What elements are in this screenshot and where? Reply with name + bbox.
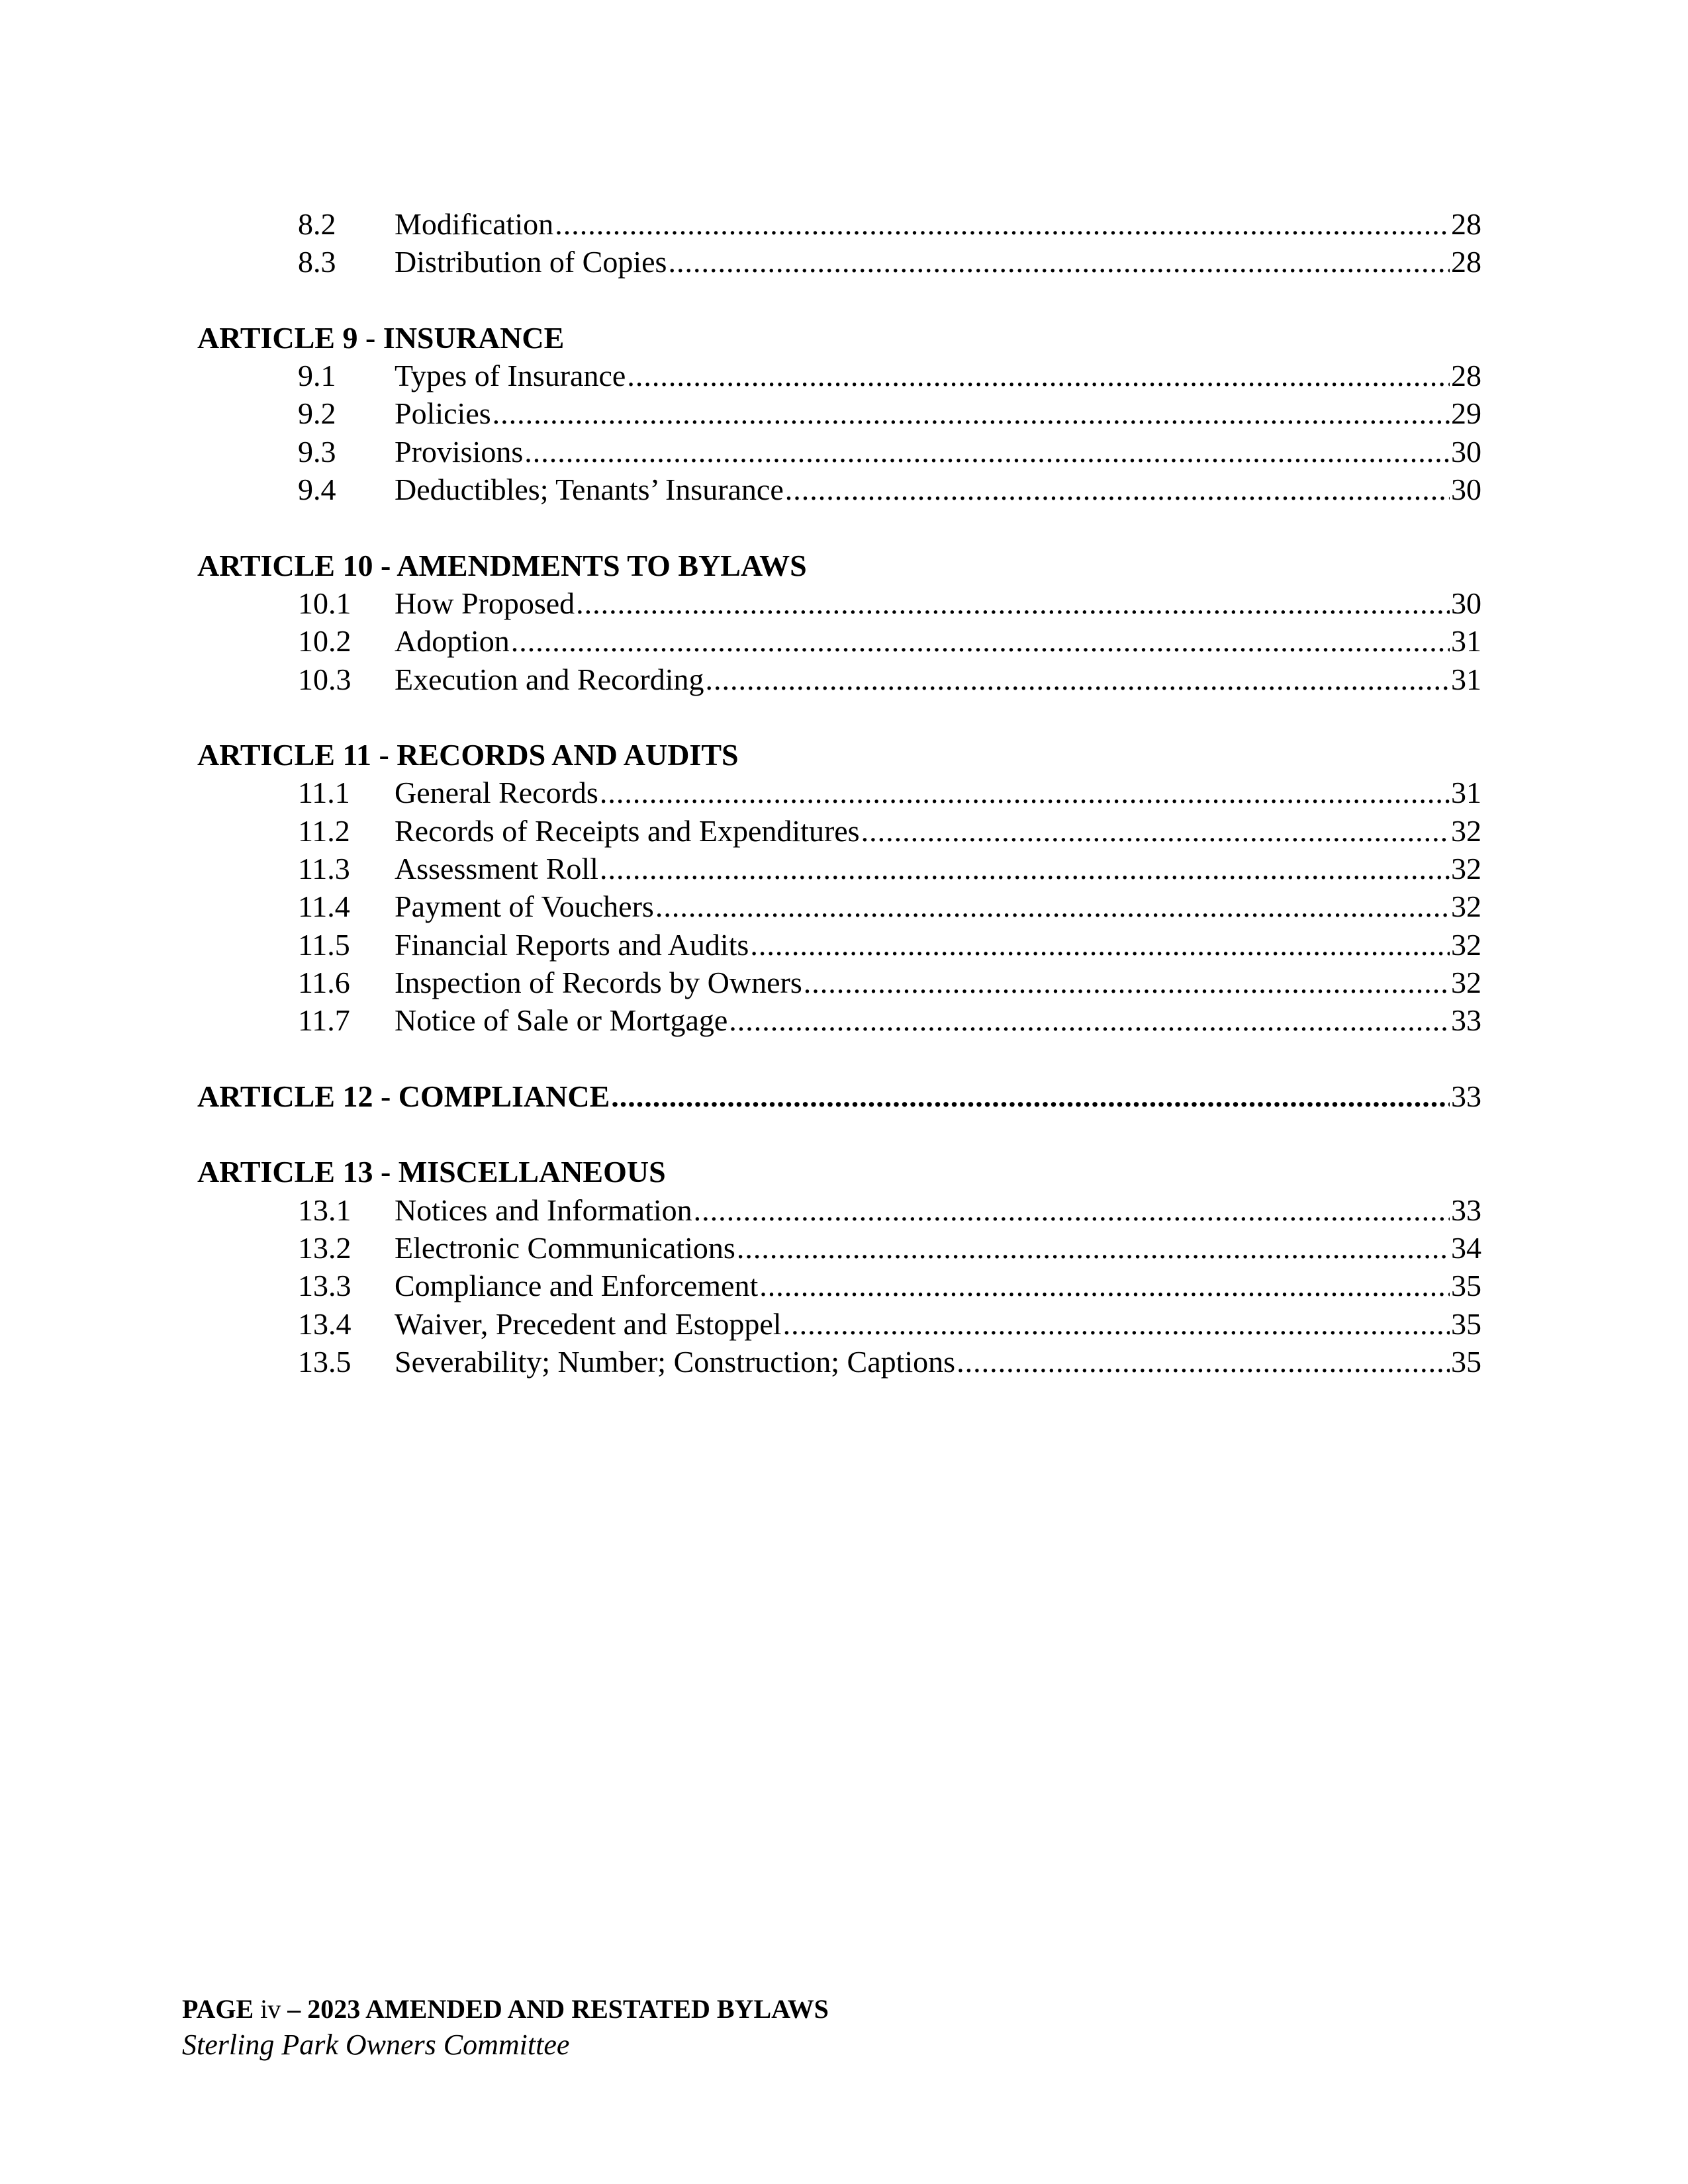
toc-entry-9-4[interactable] (197, 471, 1481, 508)
page-number: 35 (1451, 1344, 1481, 1379)
footer-doc-title: – 2023 AMENDED AND RESTATED BYLAWS (287, 1994, 829, 2024)
spacer (197, 1115, 1481, 1153)
section-title: Payment of Vouchers (395, 889, 654, 924)
section-number: 10.1 (298, 586, 352, 620)
toc-entry-13-3[interactable] (197, 1267, 1481, 1304)
section-number: 10.2 (298, 624, 352, 659)
dot-leader (957, 1343, 1450, 1381)
dot-leader (668, 243, 1450, 281)
section-number: 8.3 (298, 245, 336, 279)
dot-leader (611, 1077, 1450, 1115)
spacer (197, 698, 1481, 736)
page-number: 31 (1451, 662, 1481, 696)
section-title: Inspection of Records by Owners (395, 965, 802, 999)
section-number: 9.4 (298, 473, 336, 507)
section-title: Electronic Communications (395, 1231, 735, 1265)
section-title: Provisions (395, 434, 524, 469)
section-title: Waiver, Precedent and Estoppel (395, 1306, 782, 1341)
toc-entry-9-3[interactable] (197, 433, 1481, 471)
toc-entry-10-2[interactable] (197, 622, 1481, 660)
dot-leader (576, 584, 1450, 622)
page-number: 35 (1451, 1269, 1481, 1303)
page-footer (182, 1992, 1506, 2064)
page-number: 32 (1451, 813, 1481, 848)
toc-entry-11-5[interactable] (197, 926, 1481, 964)
page-number: 31 (1451, 776, 1481, 810)
page-number: 28 (1451, 245, 1481, 279)
section-title: Policies (395, 396, 491, 431)
section-title: Records of Receipts and Expenditures (395, 813, 860, 848)
section-title: Financial Reports and Audits (395, 927, 749, 962)
dot-leader (861, 812, 1450, 850)
toc-entry-11-3[interactable] (197, 850, 1481, 887)
section-title: Notices and Information (395, 1193, 692, 1227)
dot-leader (785, 471, 1450, 508)
page-number: 33 (1451, 1193, 1481, 1227)
section-title: Notice of Sale or Mortgage (395, 1003, 728, 1038)
article-9-heading[interactable]: ARTICLE 9 - INSURANCE (197, 320, 565, 355)
page-number: 32 (1451, 927, 1481, 962)
page-number: 33 (1451, 1079, 1481, 1113)
toc-entry-11-1[interactable] (197, 774, 1481, 811)
section-title: Execution and Recording (395, 662, 704, 696)
toc-entry-8-3[interactable] (197, 243, 1481, 281)
section-number: 11.2 (298, 813, 350, 848)
dot-leader (492, 394, 1450, 432)
section-title: Adoption (395, 624, 510, 659)
section-number: 13.1 (298, 1193, 352, 1227)
section-title: How Proposed (395, 586, 575, 620)
toc-entry-11-7[interactable] (197, 1001, 1481, 1039)
dot-leader (737, 1229, 1450, 1267)
section-number: 9.2 (298, 396, 336, 431)
page-number: 29 (1451, 396, 1481, 431)
page-number: 33 (1451, 1003, 1481, 1038)
dot-leader (694, 1191, 1450, 1229)
toc-entry-9-1[interactable] (197, 357, 1481, 394)
dot-leader (655, 887, 1450, 925)
section-number: 11.6 (298, 965, 350, 999)
spacer (197, 281, 1481, 319)
section-title: Assessment Roll (395, 852, 598, 886)
toc-entry-8-2[interactable] (197, 205, 1481, 243)
section-number: 13.3 (298, 1269, 352, 1303)
section-number: 13.4 (298, 1306, 352, 1341)
page-number: 32 (1451, 852, 1481, 886)
footer-page-label: PAGE (182, 1994, 254, 2024)
page-number: 28 (1451, 207, 1481, 241)
section-title: Types of Insurance (395, 359, 626, 393)
section-number: 9.1 (298, 359, 336, 393)
footer-title-line (182, 1992, 1506, 2026)
dot-leader (750, 926, 1450, 964)
page-number: 32 (1451, 965, 1481, 999)
section-number: 11.7 (298, 1003, 350, 1038)
section-title: Compliance and Enforcement (395, 1269, 759, 1303)
article-12-heading: ARTICLE 12 - COMPLIANCE (197, 1079, 610, 1113)
spacer (197, 1040, 1481, 1077)
toc-entry-9-2[interactable] (197, 394, 1481, 432)
section-number: 13.5 (298, 1344, 352, 1379)
toc-entry-13-5[interactable] (197, 1343, 1481, 1381)
dot-leader (627, 357, 1450, 394)
toc-entry-11-6[interactable] (197, 964, 1481, 1001)
section-title: Severability; Number; Construction; Captions (395, 1344, 956, 1379)
toc-entry-13-2[interactable] (197, 1229, 1481, 1267)
dot-leader (555, 205, 1450, 243)
dot-leader (600, 774, 1450, 811)
section-number: 10.3 (298, 662, 352, 696)
dot-leader (759, 1267, 1450, 1304)
dot-leader (804, 964, 1450, 1001)
section-number: 11.1 (298, 776, 350, 810)
table-of-contents (197, 205, 1481, 1381)
article-11-heading[interactable]: ARTICLE 11 - RECORDS AND AUDITS (197, 738, 739, 772)
section-number: 11.4 (298, 889, 350, 924)
article-10-heading[interactable]: ARTICLE 10 - AMENDMENTS TO BYLAWS (197, 548, 807, 582)
page-number: 32 (1451, 889, 1481, 924)
section-title: General Records (395, 776, 598, 810)
section-number: 8.2 (298, 207, 336, 241)
dot-leader (706, 660, 1450, 698)
page-number: 31 (1451, 624, 1481, 659)
section-title: Modification (395, 207, 554, 241)
section-number: 11.5 (298, 927, 350, 962)
section-number: 9.3 (298, 434, 336, 469)
toc-entry-13-1[interactable] (197, 1191, 1481, 1229)
page-number: 28 (1451, 359, 1481, 393)
dot-leader (600, 850, 1450, 887)
dot-leader (729, 1001, 1450, 1039)
article-12-entry[interactable] (197, 1077, 1481, 1115)
dot-leader (524, 433, 1450, 471)
page-number: 34 (1451, 1231, 1481, 1265)
toc-entry-10-1[interactable] (197, 584, 1481, 622)
dot-leader (511, 622, 1450, 660)
article-13-heading[interactable]: ARTICLE 13 - MISCELLANEOUS (197, 1155, 666, 1189)
toc-entry-13-4[interactable] (197, 1305, 1481, 1343)
page-number: 30 (1451, 434, 1481, 469)
toc-entry-11-4[interactable] (197, 887, 1481, 925)
page-number: 30 (1451, 473, 1481, 507)
section-title: Distribution of Copies (395, 245, 667, 279)
spacer (197, 508, 1481, 546)
toc-entry-10-3[interactable] (197, 660, 1481, 698)
footer-page-number: iv (260, 1994, 281, 2024)
page-number: 35 (1451, 1306, 1481, 1341)
section-number: 11.3 (298, 852, 350, 886)
dot-leader (783, 1305, 1450, 1343)
section-number: 13.2 (298, 1231, 352, 1265)
footer-organization: Sterling Park Owners Committee (182, 2028, 570, 2061)
toc-entry-11-2[interactable] (197, 812, 1481, 850)
section-title: Deductibles; Tenants’ Insurance (395, 473, 784, 507)
page-number: 30 (1451, 586, 1481, 620)
